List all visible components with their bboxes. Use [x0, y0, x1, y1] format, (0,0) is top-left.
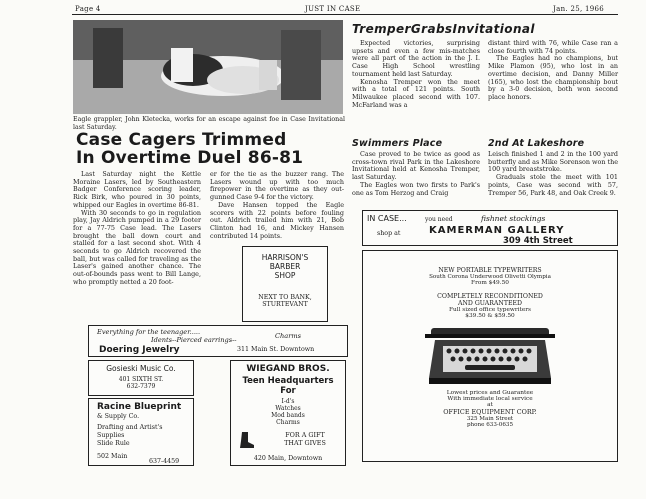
masthead-rule — [72, 14, 618, 15]
office-equipment-ad — [362, 250, 618, 462]
doering-charms: Charms — [275, 332, 302, 340]
racine-drafting: Drafting and Artist's — [97, 424, 163, 431]
office-lowest-prices: Lowest prices and Guarantee — [446, 390, 534, 396]
harrison-shop: SHOP — [274, 271, 296, 280]
swimmers-headline-left: Swimmers Place — [352, 138, 443, 149]
cagers-paragraph: Dave Hansen topped the Eagle scorers with 22 points before fouling out. Aldrich trailed him with 21, Bob Clinton had 16, and Mickey Hansen contributed 14 points. — [210, 200, 344, 240]
wiegand-name: WIEGAND BROS. — [246, 364, 330, 374]
kamerman-lead: IN CASE... — [367, 214, 407, 223]
racine-name: Racine Blueprint — [97, 402, 182, 412]
cagers-headline-1: Case Cagers Trimmed — [76, 130, 287, 150]
racine-blueprint-ad — [88, 398, 194, 466]
swimmers-paragraph: Case proved to be twice as good as cross-town rival Park in the Lakeshore Invitational held at Kenosha Tremper, last Saturday. — [352, 150, 480, 182]
page-number: Page 4 — [75, 5, 101, 13]
wrestling-photo — [73, 20, 343, 114]
kamerman-name: KAMERMAN GALLERY — [429, 225, 565, 236]
harrison-barber: BARBER — [269, 262, 301, 271]
office-new-typewriters: NEW PORTABLE TYPEWRITERS — [438, 267, 542, 274]
gosieski-address: 401 SIXTH ST. — [118, 376, 164, 383]
kamerman-lead-small: you need — [425, 216, 453, 223]
photo-caption: Eagle grappler, John Kletecka, works for an escape against foe in Case Invitational last Saturday. — [73, 116, 345, 131]
office-full-sized: Full sized office typewriters — [449, 307, 531, 313]
cagers-paragraph: Last Saturday night the Kettle Moraine Lasers, led by Southeastern Badger Conference scoring leader, Rick Birk, who poured in 30 points, whipped our Eagles in overtime 86-81. — [73, 170, 201, 209]
tremper-paragraph: The Eagles had no champions, but Mike Plamon (95), who lost in an overtime decision, and Danny Miller (165), who lost the championship bout by a 3-0 decision, both won second place honors. — [488, 54, 618, 101]
wiegand-address: 420 Main, Downtown — [253, 455, 323, 462]
swimmers-column-2 — [488, 151, 618, 197]
issue-date: Jan. 25, 1966 — [553, 5, 605, 13]
kamerman-item: fishnet stockings — [481, 214, 546, 223]
tremper-column-2 — [488, 40, 618, 102]
racine-slide-rule: Slide Rule — [97, 440, 130, 447]
cagers-headline-2: In Overtime Duel 86-81 — [76, 148, 304, 168]
wiegand-item: I-d's — [281, 398, 295, 405]
cagers-paragraph: er for the tie as the buzzer rang. The Lasers wound up with too much firepower in the overtime as they out-gunned Case 9-4 for the victory. — [210, 170, 344, 202]
tremper-headline: TremperGrabsInvitational — [352, 22, 535, 36]
doering-name: Doering Jewelry — [99, 345, 180, 355]
kamerman-address: 309 4th Street — [503, 236, 573, 246]
boot-icon — [237, 431, 255, 449]
kamerman-shop-at: shop at — [377, 230, 401, 237]
swimmers-paragraph: Leisch finished 1 and 2 in the 100 yard butterfly and as Mike Sorenson won the 100 yard breaststroke. — [488, 150, 618, 174]
wiegand-item: Charms — [276, 419, 300, 426]
doering-items: Idents--Pierced earrings-- — [151, 336, 237, 344]
wiegand-gift-2: THAT GIVES — [284, 439, 326, 447]
doering-jewelry-ad — [88, 325, 348, 357]
paper-name: JUST IN CASE — [305, 5, 361, 13]
harrison-barber-ad — [242, 246, 328, 322]
wiegand-for: For — [280, 386, 296, 396]
office-local-service: With immediate local service — [447, 396, 533, 402]
office-brands: South Corona Underwood Olivetti Olympia — [429, 274, 551, 280]
racine-phone: 637-4459 — [149, 458, 180, 465]
wrestling-photo-image — [73, 20, 343, 114]
harrison-town: STURTEVANT — [262, 301, 308, 308]
racine-name-2: & Supply Co. — [97, 413, 140, 420]
cagers-column-2 — [210, 171, 344, 240]
wiegand-item: Watches — [275, 405, 301, 412]
tremper-paragraph: distant third with 76, while Case ran a close fourth with 74 points. — [488, 39, 618, 55]
wiegand-gift-1: FOR A GIFT — [285, 431, 325, 439]
office-price-from: From $49.50 — [471, 280, 509, 286]
doering-address: 311 Main St. Downtown — [237, 346, 315, 353]
racine-supplies: Supplies — [97, 432, 125, 439]
wiegand-bros-ad — [230, 360, 346, 466]
gosieski-music-ad — [88, 360, 194, 396]
swimmers-headline-right: 2nd At Lakeshore — [488, 138, 585, 149]
typewriter-icon — [425, 324, 555, 386]
office-prices: $39.50 & $59.50 — [465, 313, 515, 319]
wiegand-item: Mod bands — [271, 412, 305, 419]
office-at: at — [487, 402, 493, 408]
harrison-name: HARRISON'S — [261, 253, 309, 262]
tremper-column-1 — [352, 40, 480, 109]
tremper-paragraph: Kenosha Tremper won the meet with a total of 121 points. South Milwaukee placed second with 107. McFarland was a — [352, 77, 480, 109]
gosieski-phone: 632-7379 — [126, 383, 156, 390]
office-name: OFFICE EQUIPMENT CORP. — [443, 408, 537, 416]
cagers-paragraph: With 30 seconds to go in regulation play, Jay Aldrich pumped in a 29 footer for a 77-75 Case lead. The Lasers brought the ball down court and stalled for a last second shot. With 4 seconds to go Aldrich recovered the ball, but was called for traveling as the Laser's gained another chance. The out-of-bounds pass went to Bill Lange, who promptly netted a 20 foot- — [73, 208, 201, 286]
swimmers-paragraph: The Eagles won two firsts to Park's one as Tom Herzog and Craig — [352, 180, 480, 197]
office-phone: phone 633-0635 — [466, 422, 514, 428]
kamerman-gallery-ad — [362, 210, 618, 246]
office-guaranteed: AND GUARANTEED — [458, 300, 522, 307]
swimmers-paragraph: Graduals stole the meet with 101 points, Case was second with 57, Tremper 56, Park 48, and Oak Creek 9. — [488, 173, 618, 197]
cagers-column-1 — [73, 171, 201, 287]
doering-tagline: Everything for the teenager..... — [97, 328, 201, 336]
racine-address: 502 Main — [97, 453, 128, 460]
office-reconditioned: COMPLETELY RECONDITIONED — [437, 293, 543, 300]
office-address: 325 Main Street — [466, 416, 514, 422]
swimmers-column-1 — [352, 151, 480, 197]
gosieski-name: Gosieski Music Co. — [106, 364, 176, 373]
tremper-paragraph: Expected victories, surprising upsets and even a few mis-matches were all part of the action in the J. I. Case High School wrestling tournament held last Saturday. — [352, 39, 480, 78]
wiegand-headline: Teen Headquarters — [242, 376, 334, 386]
harrison-location: NEXT TO BANK, — [258, 294, 312, 301]
